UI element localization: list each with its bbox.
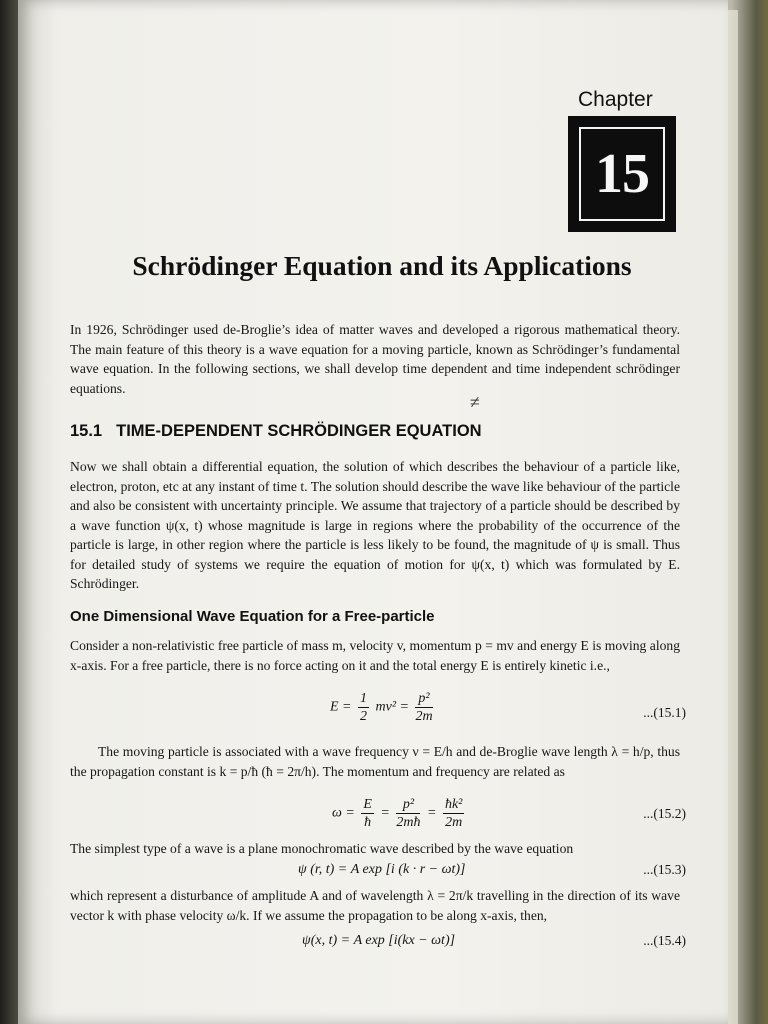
free-particle-paragraph: Consider a non-relativistic free particle of mass m, velocity v, momentum p = mv and energy E is moving along x-axis. For a free particle, there is no force acting on it and the total energy E is entirely kinetic i.e., xyxy=(70,638,680,673)
equation-label-15-3: ...(15.3) xyxy=(643,862,686,877)
pen-mark: ≠ xyxy=(470,392,480,412)
chapter-title: Schrödinger Equation and its Applications xyxy=(132,250,632,281)
equation-label-15-4: ...(15.4) xyxy=(643,933,686,948)
section-paragraph: Now we shall obtain a differential equation, the solution of which describes the behaviour of a particle like, electron, proton, etc at any instant of time t. The solution should describe the wave like behaviour of the particle and also be consistent with uncertainty principle. We assume that trajectory of a particle should be described by a wave function ψ(x, t) whose magnitude is large in regions where the probability of the occurrence of the particle is large, in other region where the particle is less likely to be found, the magnitude of ψ is small. Thus for detailed study of systems we require the equation of motion for ψ(x, t) which was formulated by E. Schrödinger. xyxy=(70,459,680,591)
disturbance-paragraph: which represent a disturbance of amplitude A and of wavelength λ = 2π/k travelling in the direction of its wave vector k with phase velocity ω/k. If we assume the propagation to be along x-axis, then, xyxy=(70,888,680,923)
plane-wave-paragraph: The simplest type of a wave is a plane monochromatic wave described by the wave equation xyxy=(70,841,574,856)
chapter-label: Chapter xyxy=(578,88,653,111)
equation-15-3: ψ (r, t) = A exp [i (k · r − ωt)] xyxy=(298,862,466,877)
equation-label-15-2: ...(15.2) xyxy=(643,806,686,821)
chapter-number-box xyxy=(570,118,674,230)
equation-15-2: ω = $\frac{E}{ħ}$ = $\frac{\text{p²}}{2mħ}$ = $\frac{\text{ħk²}}{2m}$ xyxy=(332,797,463,830)
section-heading xyxy=(70,422,482,441)
equation-15-4: ψ(x, t) = A exp [i(kx − ωt)] xyxy=(302,933,456,948)
equation-15-1: E = $\frac{1}{2}$ mv² = $\frac{\text{p²}}{2m}$ xyxy=(330,691,433,724)
intro-paragraph: In 1926, Schrödinger used de-Broglie’s idea of matter waves and developed a rigorous mathematical theory. The main feature of this theory is a wave equation for a moving particle, known as Schrödinger’s fundamental wave equation. In the following sections, we shall develop time dependent and time independent schrödinger equations. xyxy=(70,322,680,396)
section-number: 15.1 xyxy=(70,422,103,440)
equation-label-15-1: ...(15.1) xyxy=(643,705,686,720)
book-page xyxy=(18,0,728,1024)
subsection-heading: One Dimensional Wave Equation for a Free-particle xyxy=(70,608,435,625)
chapter-number: 15 xyxy=(595,143,649,205)
section-title: TIME-DEPENDENT SCHRÖDINGER EQUATION xyxy=(116,422,482,440)
wave-frequency-paragraph: The moving particle is associated with a wave frequency ν = E/h and de-Broglie wave length λ = h/p, thus the propagation constant is k = p/ħ (ħ = 2π/h). The momentum and frequency are related as xyxy=(70,744,680,779)
